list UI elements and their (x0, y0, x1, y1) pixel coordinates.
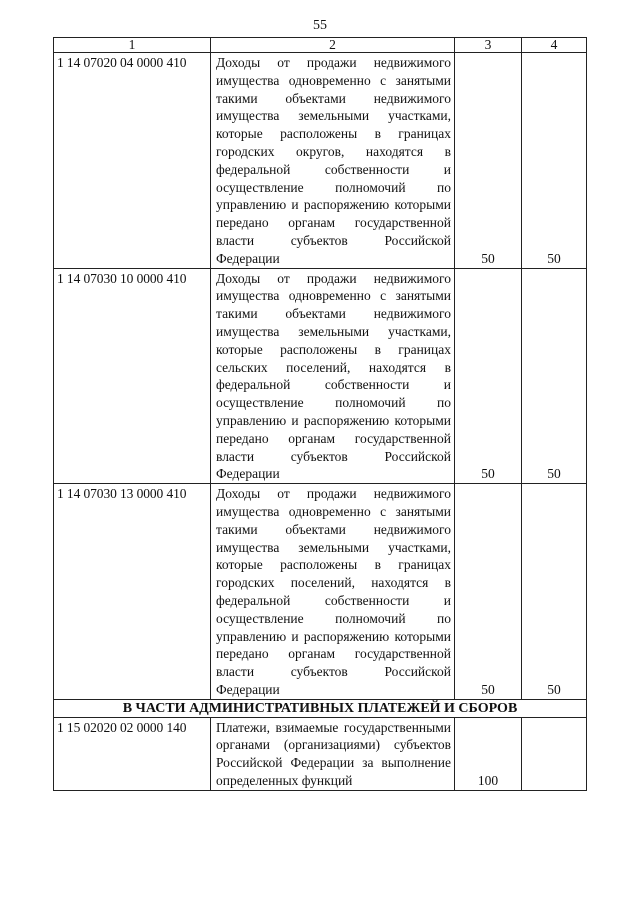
value-col-4: 50 (522, 53, 587, 269)
value-col-3: 50 (455, 268, 522, 484)
value-col-4: 50 (522, 268, 587, 484)
classification-code: 1 14 07020 04 0000 410 (54, 53, 211, 269)
table-row (54, 717, 587, 790)
revenue-description: Платежи, взимаемые государственными органами (организациями) субъектов Российской Федерации за выполнение определенных функций (211, 717, 455, 790)
revenue-description: Доходы от продажи недвижимого имущества одновременно с занятыми такими объектами недвижимого имущества земельными участками, которые расположены в границах сельских поселений, находятся в федеральной собственности и осуществление полномочий по управлению и распоряжению которыми передано органам государственной власти субъектов Российской Федерации (211, 268, 455, 484)
value-col-4: 50 (522, 484, 587, 700)
section-title: В ЧАСТИ АДМИНИСТРАТИВНЫХ ПЛАТЕЖЕЙ И СБОРОВ (54, 699, 587, 717)
table-row (54, 484, 587, 700)
header-col-4: 4 (522, 38, 587, 53)
table-row (54, 268, 587, 484)
revenue-description: Доходы от продажи недвижимого имущества одновременно с занятыми такими объектами недвижимого имущества земельными участками, которые расположены в границах городских поселений, находятся в федеральной собственности и осуществление полномочий по управлению и распоряжению которыми передано органам государственной власти субъектов Российской Федерации (211, 484, 455, 700)
table-header-row (54, 38, 587, 53)
classification-code: 1 14 07030 13 0000 410 (54, 484, 211, 700)
classification-code: 1 14 07030 10 0000 410 (54, 268, 211, 484)
value-col-3: 50 (455, 484, 522, 700)
table-row (54, 53, 587, 269)
revenue-description: Доходы от продажи недвижимого имущества одновременно с занятыми такими объектами недвижимого имущества земельными участками, которые расположены в границах городских округов, находятся в федеральной собственности и осуществление полномочий по управлению и распоряжению которыми передано органам государственной власти субъектов Российской Федерации (211, 53, 455, 269)
value-col-3: 50 (455, 53, 522, 269)
header-col-1: 1 (54, 38, 211, 53)
revenue-table (53, 37, 587, 791)
value-col-3: 100 (455, 717, 522, 790)
classification-code: 1 15 02020 02 0000 140 (54, 717, 211, 790)
value-col-4 (522, 717, 587, 790)
header-col-2: 2 (211, 38, 455, 53)
header-col-3: 3 (455, 38, 522, 53)
section-header-row (54, 699, 587, 717)
page-number: 55 (313, 18, 327, 33)
